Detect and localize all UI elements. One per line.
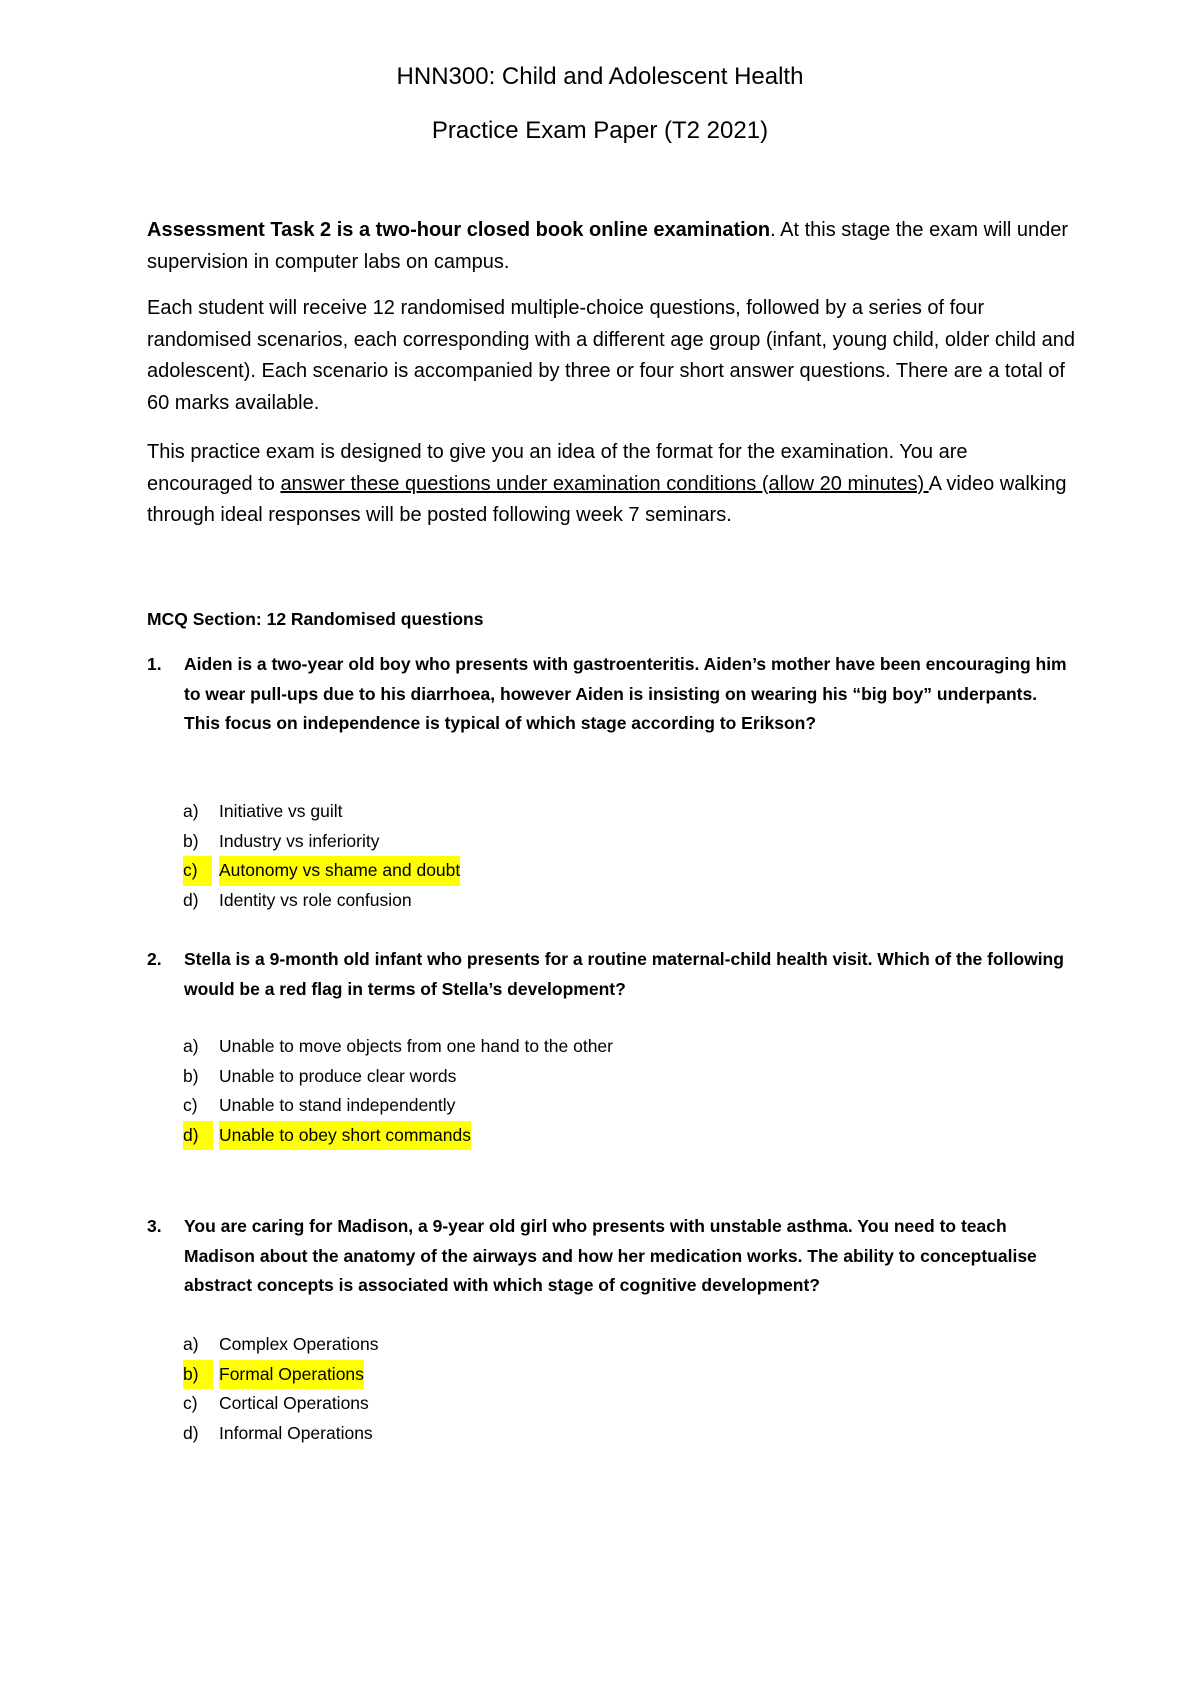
question-3 [147,1212,1072,1301]
page-subtitle: Practice Exam Paper (T2 2021) [431,117,769,144]
option-letter: d) [183,1121,213,1151]
question-number: 2. [147,949,162,969]
option-1a [183,797,883,827]
mcq-section-label: MCQ Section: 12 Randomised questions [147,609,484,629]
option-2b [183,1062,883,1092]
question-text: You are caring for Madison, a 9-year old girl who presents with unstable asthma. You need to teach Madison about the anatomy of the airways and how her medication works. The ability to conceptualise abstract concepts is associated with which stage of cognitive development? [184,1216,1037,1295]
option-letter: d) [183,1422,199,1443]
option-text: Informal Operations [219,1422,373,1443]
question-1 [147,650,1072,739]
option-text: Unable to obey short commands [219,1121,471,1151]
question-1-options [183,797,883,915]
intro-text: A video walking through ideal responses will be posted following week 7 seminars. [147,472,1067,526]
page-title: HNN300: Child and Adolescent Health [396,63,804,90]
option-letter: c) [183,856,212,886]
option-text: Initiative vs guilt [219,801,343,821]
option-1b [183,827,883,857]
option-letter: d) [183,889,199,910]
option-letter: c) [183,1393,198,1413]
question-text: Aiden is a two-year old boy who presents with gastroenteritis. Aiden’s mother have been encouraging him to wear pull-ups due to his diarrhoea, however Aiden is insisting on wearing his “big boy” underpants. This focus on independence is typical of which stage according to Erikson? [184,654,1067,733]
option-text: Complex Operations [219,1334,379,1354]
question-3-options [183,1330,883,1448]
option-text: Industry vs inferiority [219,830,380,851]
option-3c [183,1389,883,1419]
option-letter: b) [183,830,199,851]
intro-paragraph-3 [147,437,1077,532]
option-text: Unable to move objects from one hand to the other [219,1036,613,1056]
option-2c [183,1091,883,1121]
option-2d-highlighted [183,1121,883,1151]
option-1c-highlighted [183,856,883,886]
option-letter: b) [183,1065,199,1086]
intro-underlined-text: answer these questions under examination conditions (allow 20 minutes) [280,472,929,495]
option-letter: b) [183,1360,213,1390]
intro-text: . At this stage the exam will under supervision in computer labs on campus. [147,219,1069,273]
question-2-options [183,1032,883,1150]
question-number: 1. [147,654,162,674]
option-2a [183,1032,883,1062]
question-2 [147,945,1072,1004]
question-number: 3. [147,1216,162,1236]
question-text: Stella is a 9-month old infant who presents for a routine maternal-child health visit. Which of the following would be a red flag in terms of Stella’s development? [184,949,1064,999]
option-letter: a) [183,1036,199,1056]
option-letter: a) [183,801,199,821]
option-3d [183,1419,883,1449]
option-text: Cortical Operations [219,1393,369,1413]
intro-paragraph-2: Each student will receive 12 randomised multiple-choice questions, followed by a series of four randomised scenarios, each corresponding with a different age group (infant, young child, older child and adolescent). Each scenario is accompanied by three or four short answer questions. There are a total of 60 marks available. [147,297,1075,414]
option-letter: a) [183,1334,199,1354]
intro-text: This practice exam is designed to give you an idea of the format for the examination. You are encouraged to [147,441,968,495]
option-text: Unable to produce clear words [219,1065,457,1086]
option-3b-highlighted [183,1360,883,1390]
option-text: Identity vs role confusion [219,889,412,910]
intro-paragraph-1 [147,215,1077,278]
option-text: Unable to stand independently [219,1095,456,1115]
option-letter: c) [183,1095,198,1115]
option-3a [183,1330,883,1360]
option-1d [183,886,883,916]
intro-bold-text: Assessment Task 2 is a two-hour closed book online examination [147,219,771,241]
option-text: Formal Operations [219,1360,364,1390]
option-text: Autonomy vs shame and doubt [219,856,460,886]
